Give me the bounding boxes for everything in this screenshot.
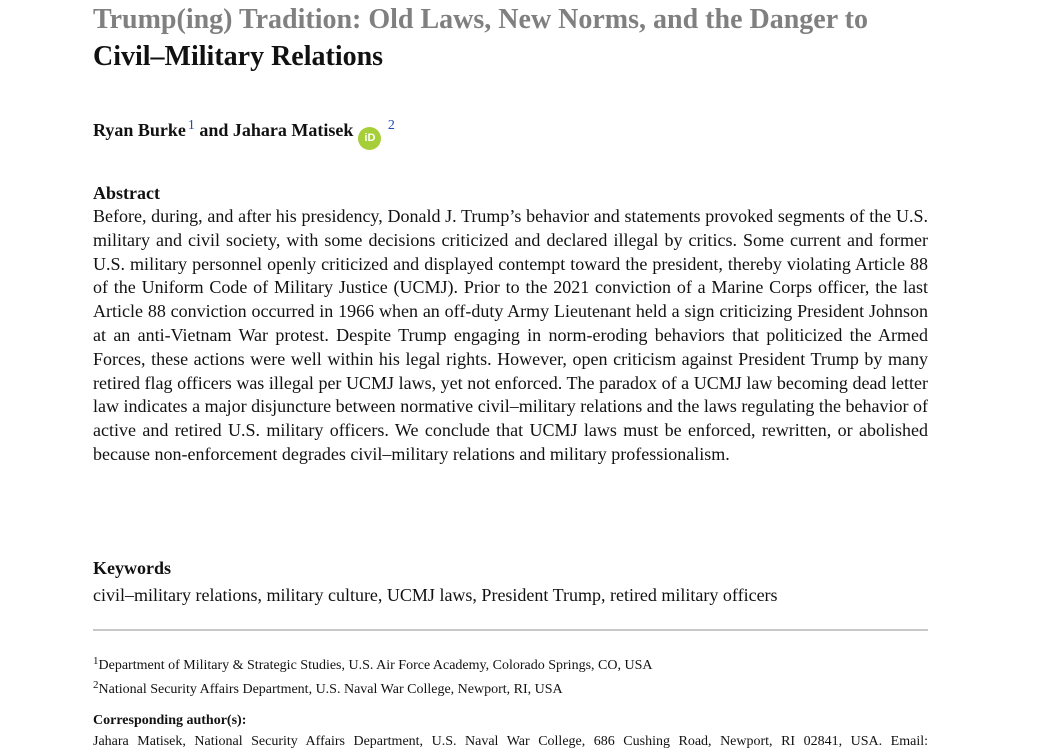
author-list [93, 114, 395, 150]
article-title-line-2: Civil–Military Relations [93, 41, 384, 72]
affiliation-number: 2 [93, 679, 99, 691]
orcid-icon[interactable]: iD [358, 127, 381, 150]
affiliation-2 [93, 676, 563, 699]
section-divider [93, 629, 928, 631]
affiliation-ref-2[interactable]: 2 [387, 118, 395, 133]
affiliation-text: Department of Military & Strategic Studies, U.S. Air Force Academy, Colorado Springs, CO, USA [98, 658, 653, 673]
affiliation-number: 1 [93, 655, 99, 667]
keywords-heading: Keywords [93, 558, 171, 578]
corresponding-author-text: Jahara Matisek, National Security Affairs Department, U.S. Naval War College, 686 Cushing Road, Newport, RI 02841, USA. Email: [93, 734, 928, 749]
corresponding-author-heading: Corresponding author(s): [93, 713, 247, 728]
article-title-line-1: Trump(ing) Tradition: Old Laws, New Norms, and the Danger to [93, 4, 868, 35]
author-connector: and [199, 120, 229, 140]
abstract-text: Before, during, and after his presidency, Donald J. Trump’s behavior and statements provoked segments of the U.S. military and civil society, with some decisions criticized and declared illegal by critics. Some current and former U.S. military personnel openly criticized and displayed contempt toward the president, thereby violating Article 88 of the Uniform Code of Military Justice (UCMJ). Prior to the 2021 conviction of a Marine Corps officer, the last Article 88 conviction occurred in 1966 when an off-duty Army Lieutenant held a sign criticizing President Johnson at an anti-Vietnam War protest. Despite Trump engaging in norm-eroding behaviors that politicized the Armed Forces, these actions were well within his legal rights. However, open criticism against President Trump by many retired flag officers was illegal per UCMJ laws, yet not enforced. The paradox of a UCMJ law becoming dead letter law indicates a major disjuncture between normative civil–military relations and the laws regulating the behavior of active and retired U.S. military officers. We conclude that UCMJ laws must be enforced, rewritten, or abolished because non-enforcement degrades civil–military relations and military professionalism. [93, 206, 928, 464]
article-title [93, 1, 973, 75]
author-name: Ryan Burke [93, 120, 186, 140]
keywords-text: civil–military relations, military culture, UCMJ laws, President Trump, retired military officers [93, 585, 778, 605]
affiliation-ref-1[interactable]: 1 [187, 118, 195, 133]
abstract-heading: Abstract [93, 183, 160, 203]
affiliation-text: National Security Affairs Department, U.S. Naval War College, Newport, RI, USA [98, 682, 563, 697]
author-name: Jahara Matisek [232, 120, 354, 140]
affiliation-1 [93, 652, 652, 675]
